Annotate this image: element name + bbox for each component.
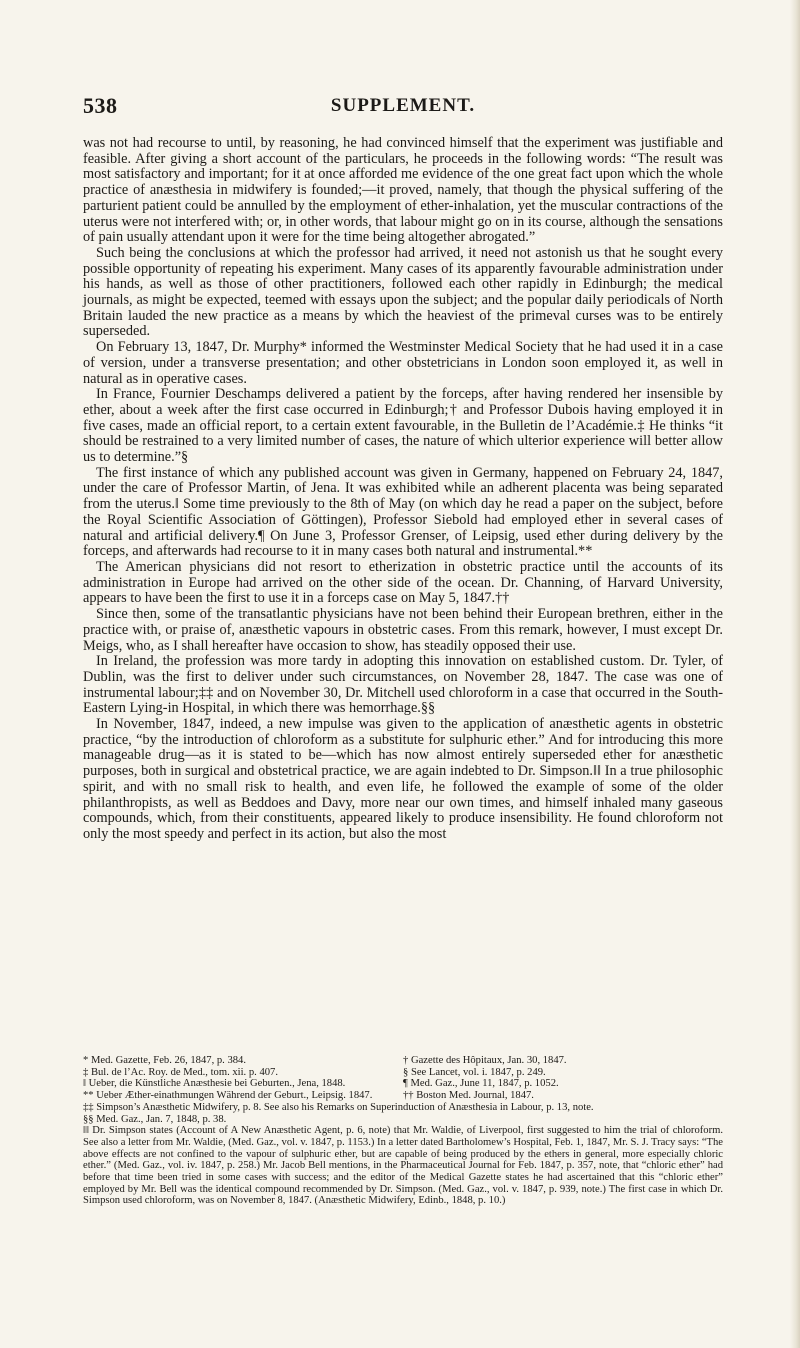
paragraph: In Ireland, the profession was more tardy in adopting this innovation on established custom. Dr. Tyler, of Dublin, was the first to deliver under such circumstances, on November 28, 1847. The case was one of instrumental labour;‡‡ and on November 30, Dr. Mitchell used chloroform in a case that occurred in the South-Eastern Lying-in Hospital, in which there was hemorrhage.§§ [83, 653, 723, 717]
footnote: ** Ueber Æther-einathmungen Während der Geburt., Leipsig. 1847. [83, 1090, 373, 1102]
paragraph: Such being the conclusions at which the professor had arrived, it need not astonish us that he sought every possible opportunity of repeating his experiment. Many cases of its apparently favourable administration under his hands, as well as those of other practitioners, followed each other rapidly in Edinburgh; the medical journals, as might be expected, teemed with essays upon the subject; and the popular daily periodicals of North Britain lauded the new practice as a means by which the heaviest of the primeval curses was to be entirely superseded. [83, 244, 723, 340]
page-number: 538 [83, 93, 118, 118]
footnote: ‖ Ueber, die Künstliche Anæsthesie bei Geburten., Jena, 1848. [83, 1078, 346, 1090]
footnote: §§ Med. Gaz., Jan. 7, 1848, p. 38. [83, 1113, 227, 1125]
paragraph: Since then, some of the transatlantic physicians have not been behind their European brethren, either in the practice with, or praise of, anæsthetic vapours in obstetric cases. From this remark, however, I must except Dr. Meigs, who, as I shall hereafter have occasion to show, has steadily opposed their use. [83, 606, 723, 654]
page-header [83, 93, 723, 119]
footnotes [83, 1055, 723, 1207]
footnote: †† Boston Med. Journal, 1847. [403, 1090, 534, 1102]
paragraph: In November, 1847, indeed, a new impulse was given to the application of anæsthetic agents in obstetric practice, “by the introduction of chloroform as a substitute for sulphuric ether.” And for introducing this more manageable drug—as it is stated to be—which has now almost entirely superseded ether for anæsthetic purposes, both in surgical and obstetrical practice, we are again indebted to Dr. Simpson.‖‖ In a true philosophic spirit, and with no small risk to health, and even life, he followed the example of some of the older philanthropists, as well as Beddoes and Davy, more near our own times, and himself inhaled many gaseous compounds, which, from their constituents, appeared likely to produce insensibility. He found chloroform not only the most speedy and perfect in its action, but also the most [83, 716, 723, 842]
footnote: ‡‡ Simpson’s Anæsthetic Midwifery, p. 8. See also his Remarks on Superinduction of Anæsthesia in Labour, p. 13, note. [83, 1101, 594, 1113]
footnote: § See Lancet, vol. i. 1847, p. 249. [403, 1066, 546, 1078]
running-head: SUPPLEMENT. [330, 95, 476, 116]
paragraph: The American physicians did not resort to etherization in obstetric practice until the accounts of its administration in Europe had arrived on the other side of the ocean. Dr. Channing, of Harvard University, appears to have been the first to use it in a forceps case on May 5, 1847.†† [83, 558, 723, 607]
footnote: † Gazette des Hôpitaux, Jan. 30, 1847. [403, 1055, 567, 1066]
paragraph: was not had recourse to until, by reasoning, he had convinced himself that the experiment was justifiable and feasible. After giving a short account of the particulars, he proceeds in the following words: “The result was most satisfactory and important; for it at once afforded me evidence of the one great fact upon which the whole practice of anæsthesia in midwifery is founded;—it proved, namely, that though the physical suffering of the parturient patient could be annulled by the employment of ether-inhalation, yet the muscular contractions of the uterus were not interfered with; or, in other words, that labour might go on in its course, although the sensations of pain usually attendant upon it were for the time being altogether abrogated.” [83, 135, 723, 246]
paragraph: In France, Fournier Deschamps delivered a patient by the forceps, after having rendered her insensible by ether, about a week after the first case occurred in Edinburgh;† and Professor Dubois having employed it in five cases, made an official report, to a certain extent favourable, in the Bulletin de l’Académie.‡ He thinks “it should be restrained to a very limited number of cases, the nature of which ulterior experience will better allow us to determine.”§ [83, 386, 723, 466]
footnote: ‖‖ Dr. Simpson states (Account of A New Anæsthetic Agent, p. 6, note) that Mr. Waldie, of Liverpool, first suggested to him the trial of chloroform. See also a letter from Mr. Waldie, (Med. Gaz., vol. v. 1847, p. 1153.) In a letter dated Bartholomew’s Hospital, Feb. 1, 1847, Mr. S. J. Tracy says: “The above effects are not confined to the vapour of sulphuric ether, but are capable of being produced by the ethers in general, more especially chloric ether.” (Med. Gaz., vol. iv. 1847, p. 258.) Mr. Jacob Bell mentions, in the Pharmaceutical Journal for Feb. 1847, p. 357, note, that “chloric ether” had before that time been tried in some cases with success; and the editor of the Medical Gazette states he had ascertained that this “chloric ether” employed by Mr. Bell was the identical compound recommended by Dr. Simpson. (Med. Gaz., vol. v. 1847, p. 939, note.) The first case in which Dr. Simpson used chloroform, was on November 8, 1847. (Anæsthetic Midwifery, Edinb., 1848, p. 10.) [83, 1125, 723, 1207]
footnote: * Med. Gazette, Feb. 26, 1847, p. 384. [83, 1055, 246, 1066]
page-edge [790, 0, 800, 1348]
paragraph: The first instance of which any published account was given in Germany, happened on February 24, 1847, under the care of Professor Martin, of Jena. It was exhibited while an adherent placenta was being separated from the uterus.‖ Some time previously to the 8th of May (on which day he read a paper on the subject, before the Royal Scientific Association of Göttingen), Professor Siebold had employed ether in several cases of natural and artificial delivery.¶ On June 3, Professor Grenser, of Leipsig, used ether during delivery by the forceps, and afterwards had recourse to it in many cases both natural and instrumental.** [83, 464, 723, 560]
paragraph: On February 13, 1847, Dr. Murphy* informed the Westminster Medical Society that he had used it in a case of version, under a transverse presentation; and other obstetricians in London soon employed it, as well in natural as in operative cases. [83, 339, 723, 387]
footnote: ‡ Bul. de l’Ac. Roy. de Med., tom. xii. p. 407. [83, 1066, 278, 1078]
body-text [83, 136, 723, 843]
footnote: ¶ Med. Gaz., June 11, 1847, p. 1052. [403, 1078, 559, 1090]
footnote-grid [83, 1055, 723, 1102]
